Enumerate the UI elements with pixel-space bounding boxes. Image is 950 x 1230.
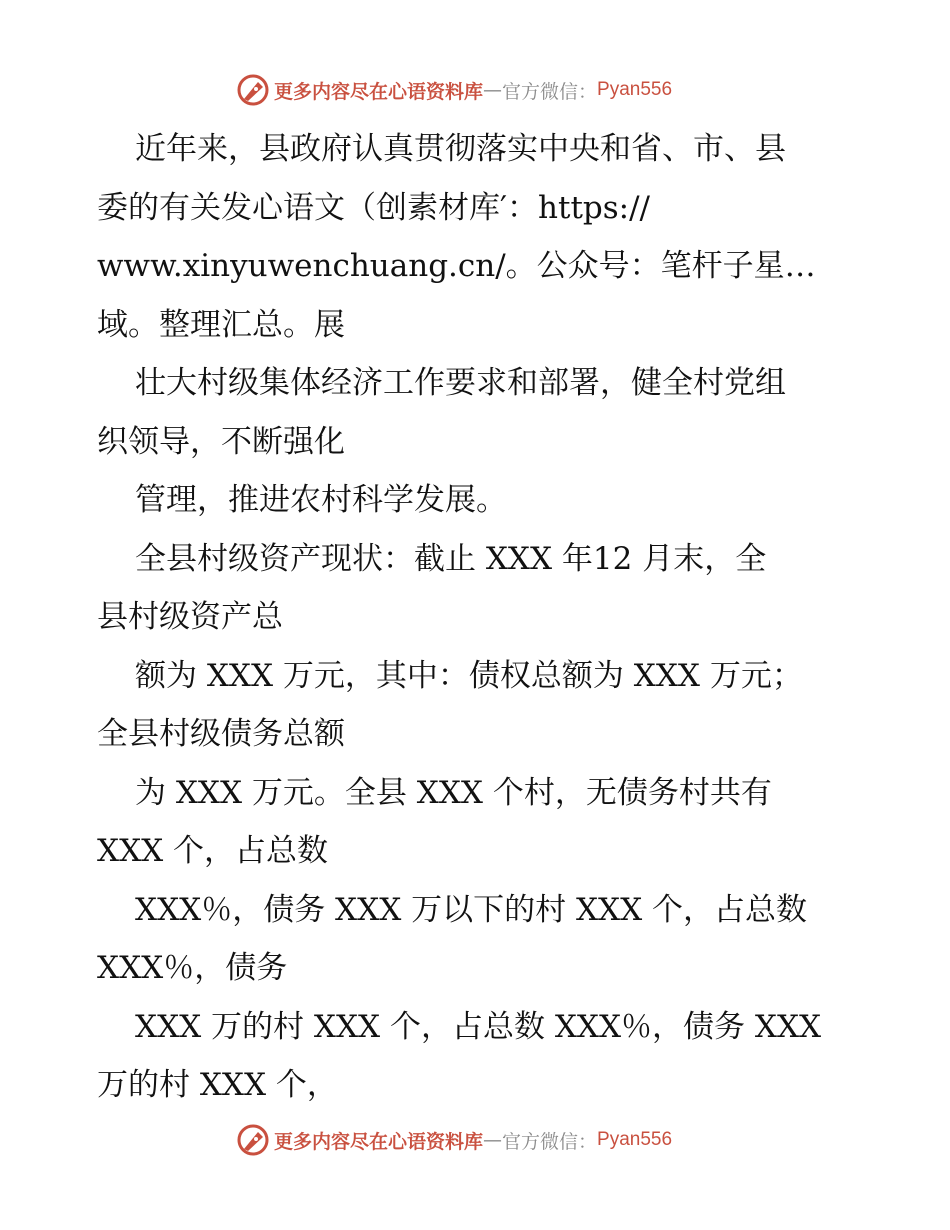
body-line: 万的村 XXX 个， <box>97 1067 338 1103</box>
banner-separator: — <box>483 1129 503 1151</box>
body-line: 全县村级债务总额 <box>97 716 345 752</box>
body-line: XXX％，债务 XXX 万以下的村 XXX 个，占总数 <box>135 891 808 928</box>
header-banner <box>236 72 672 108</box>
banner-wechat-id: Pyan556 <box>597 79 673 100</box>
banner-wechat-label: 官方微信： <box>502 1130 598 1153</box>
banner-title: 更多内容尽在心语资料库 <box>274 1130 484 1153</box>
banner-title: 更多内容尽在心语资料库 <box>274 80 484 103</box>
pen-nib-logo-icon <box>236 73 270 107</box>
document-body <box>97 120 857 1115</box>
footer-banner <box>236 1122 672 1158</box>
body-line: 域。整理汇总。展 <box>97 306 345 343</box>
body-line: 管理，推进农村科学发展。 <box>135 482 507 518</box>
body-line: XXX 万的村 XXX 个，占总数 XXX％，债务 XXX <box>135 1008 822 1045</box>
pen-nib-logo-icon <box>236 1123 270 1157</box>
body-line: www.xinyuwenchuang.cn/。公众号：笔杆子星… <box>97 248 816 284</box>
banner-separator: — <box>483 79 503 101</box>
body-line: 额为 XXX 万元，其中：债权总额为 XXX 万元； <box>135 657 803 694</box>
banner-wechat-label: 官方微信： <box>502 80 598 103</box>
banner-wechat-id: Pyan556 <box>597 1129 673 1150</box>
body-line: 近年来，县政府认真贯彻落实中央和省、市、县 <box>135 131 786 167</box>
body-line: 全县村级资产现状：截止 XXX 年12 月末，全 <box>135 540 767 577</box>
body-line: 织领导，不断强化 <box>97 423 345 460</box>
body-line: XXX％，债务 <box>97 950 288 986</box>
body-line: 壮大村级集体经济工作要求和部署，健全村党组 <box>135 365 786 401</box>
body-line: XXX 个，占总数 <box>97 833 329 869</box>
body-line: 县村级资产总 <box>97 599 283 635</box>
body-line: 为 XXX 万元。全县 XXX 个村，无债务村共有 <box>135 774 772 811</box>
body-line: 委的有关发心语文（创素材库′：https:// <box>97 189 651 226</box>
